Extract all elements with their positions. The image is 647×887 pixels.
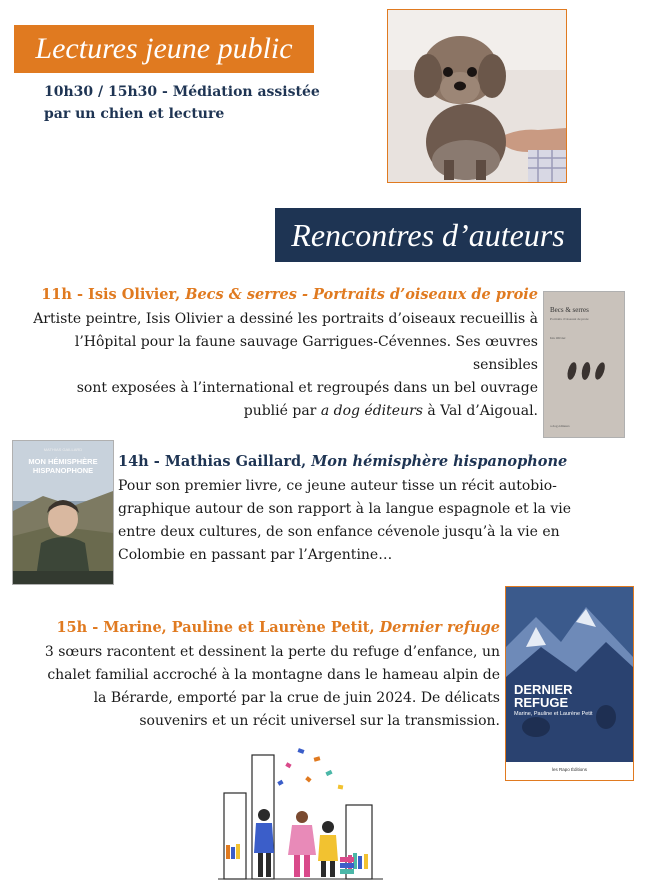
feathers-illustration — [564, 360, 608, 382]
event-1-publisher: a dog éditeurs — [320, 403, 423, 419]
cover-1-author: Isis Olivier — [550, 336, 566, 340]
event-1-desc-line-last — [20, 400, 538, 423]
cover-3-title-line2: REFUGE — [514, 695, 569, 710]
event-2-desc-line: entre deux cultures, de son enfance cévenole jusqu’à la vie en — [118, 524, 560, 540]
event-1-book-title: Becs & serres - Portraits d’oiseaux de proie — [185, 286, 538, 303]
cover-3-title-line1: DERNIER — [514, 682, 573, 697]
cover-3-title — [514, 683, 573, 709]
lectures-schedule — [44, 81, 344, 125]
dog-illustration — [388, 10, 566, 182]
event-3-desc-line: la Bérarde, emporté par la crue de juin 2024. De délicats — [93, 690, 500, 706]
book-cover-mon-hemisphere — [12, 440, 114, 585]
event-1-description — [20, 308, 538, 423]
cover-2-title — [13, 457, 113, 475]
event-3-title — [20, 618, 500, 638]
lectures-schedule-line2: par un chien et lecture — [44, 106, 225, 122]
cover-2-title-line1: MON HÉMISPHÈRE — [28, 457, 98, 466]
cover-3-publisher: les Rapo Éditions — [551, 767, 588, 772]
library-illustration — [218, 745, 383, 880]
event-2-desc-line: Colombie en passant par l’Argentine… — [118, 547, 393, 563]
section-title-rencontres: Rencontres d’auteurs — [291, 217, 565, 253]
event-3-time-author: 15h - Marine, Pauline et Laurène Petit, — [56, 619, 380, 636]
book-cover-dernier-refuge — [505, 586, 634, 781]
event-2-desc-line: Pour son premier livre, ce jeune auteur tisse un récit autobio- — [118, 478, 557, 494]
section-banner-rencontres — [275, 208, 581, 262]
event-1-desc-suffix: à Val d’Aigoual. — [422, 403, 538, 419]
book-cover-becs-serres — [543, 291, 625, 438]
cover-3-authors: Marine, Pauline et Laurène Petit — [514, 711, 593, 717]
section-banner-lectures — [14, 25, 314, 73]
event-3-book-title: Dernier refuge — [379, 619, 500, 636]
reading-people-illustration — [218, 745, 383, 880]
cover-1-subtitle: Portraits d’oiseaux de proie — [550, 317, 589, 321]
event-2-description — [118, 475, 638, 567]
lectures-schedule-line1: 10h30 / 15h30 - Médiation assistée — [44, 84, 320, 100]
event-1-desc-line: l’Hôpital pour la faune sauvage Garrigues-Cévennes. Ses œuvres sensibles — [74, 334, 538, 373]
cover-1-title: Becs & serres — [550, 306, 589, 314]
event-1-title — [20, 285, 538, 305]
cover-2-title-line2: HISPANOPHONE — [32, 466, 94, 475]
event-2-book-title: Mon hémisphère hispanophone — [311, 453, 568, 470]
event-2-time-author: 14h - Mathias Gaillard, — [118, 453, 312, 470]
event-2-title — [118, 452, 638, 472]
event-3-description — [20, 641, 500, 733]
event-1-desc-prefix: publié par — [243, 403, 321, 419]
event-2-desc-line: graphique autour de son rapport à la langue espagnole et la vie — [118, 501, 572, 517]
cover-1-publisher: a dog éditeurs — [550, 424, 570, 428]
event-3-desc-line: 3 sœurs racontent et dessinent la perte du refuge d’enfance, un — [44, 644, 500, 660]
event-1-time-author: 11h - Isis Olivier, — [41, 286, 186, 303]
dog-photo — [387, 9, 567, 183]
event-1-desc-line: Artiste peintre, Isis Olivier a dessiné les portraits d’oiseaux recueillis à — [33, 311, 538, 327]
event-3-desc-line: chalet familial accroché à la montagne dans le hameau alpin de — [47, 667, 500, 683]
section-title-lectures: Lectures jeune public — [35, 32, 293, 65]
event-1-desc-line: sont exposées à l’international et regroupés dans un bel ouvrage — [76, 380, 538, 396]
event-3-desc-line: souvenirs et un récit universel sur la transmission. — [139, 713, 500, 729]
cover-2-author: MATHIAS GAILLARD — [43, 447, 83, 452]
